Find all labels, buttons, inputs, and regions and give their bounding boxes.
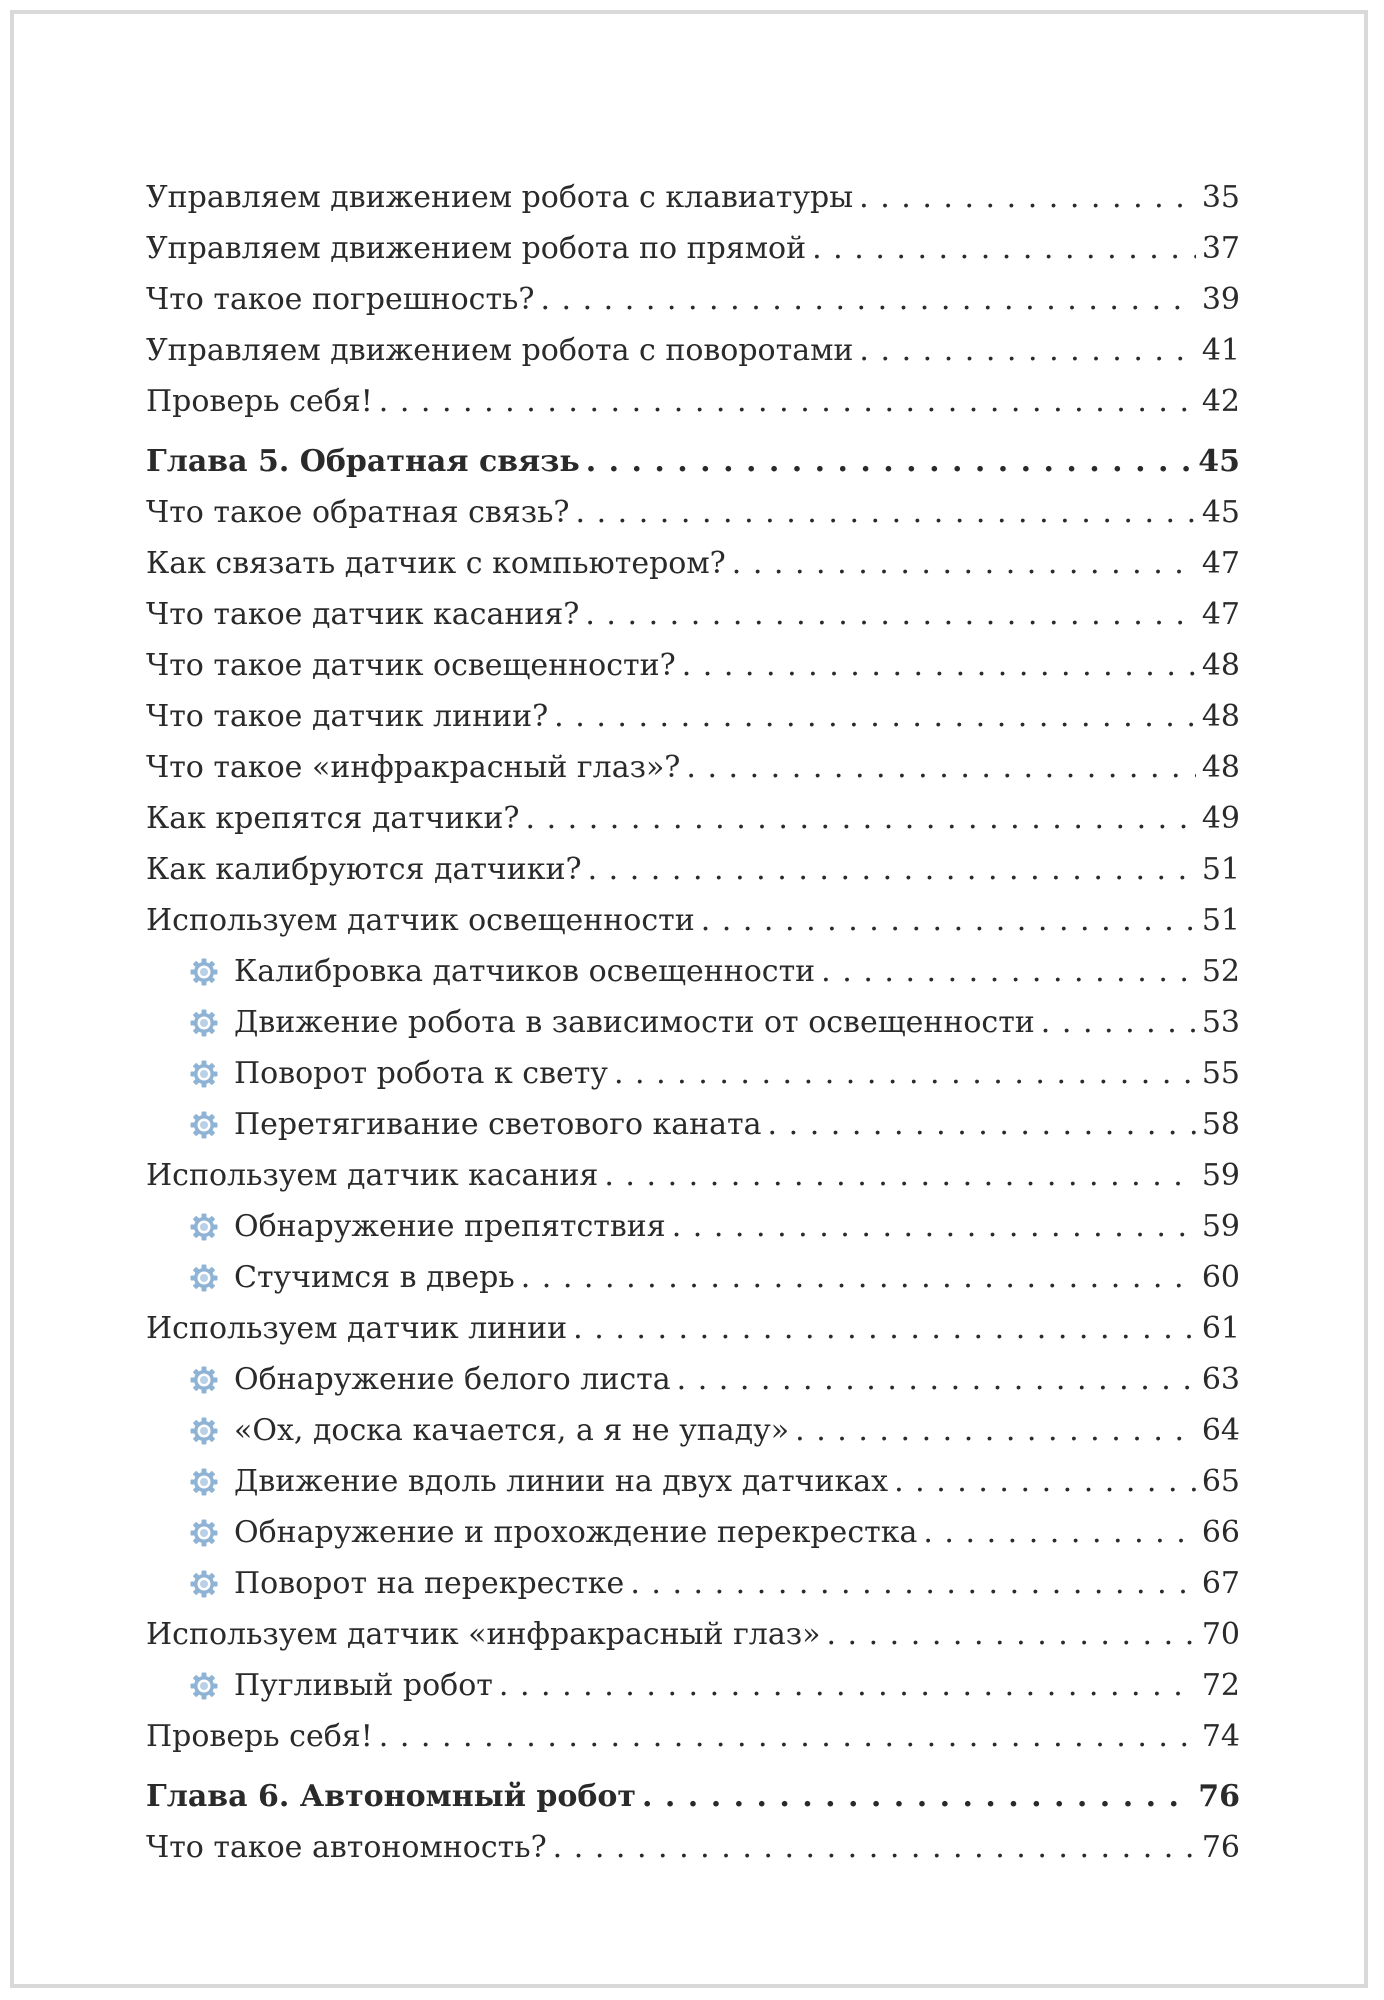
toc-dot-leader bbox=[826, 1609, 1195, 1660]
toc-entry-row bbox=[146, 589, 1240, 640]
toc-title: Что такое датчик линии? bbox=[146, 699, 549, 734]
toc-dot-leader bbox=[379, 376, 1196, 427]
gear-icon bbox=[188, 1415, 220, 1447]
toc-subentry-row bbox=[146, 1252, 1240, 1303]
toc-page-number: 74 bbox=[1201, 1719, 1240, 1754]
toc-dot-leader bbox=[859, 325, 1195, 376]
toc-entry-row bbox=[146, 691, 1240, 742]
toc-subentry-row bbox=[146, 1354, 1240, 1405]
toc-page-number: 45 bbox=[1198, 444, 1240, 479]
toc-title: Проверь себя! bbox=[146, 384, 373, 419]
toc-dot-leader bbox=[642, 1771, 1192, 1822]
toc-dot-leader bbox=[614, 1048, 1196, 1099]
toc-page-number: 60 bbox=[1201, 1260, 1240, 1295]
toc-page-number: 48 bbox=[1201, 699, 1240, 734]
toc-dot-leader bbox=[859, 172, 1196, 223]
toc-page-number: 76 bbox=[1198, 1779, 1240, 1814]
table-of-contents bbox=[146, 172, 1240, 1873]
toc-dot-leader bbox=[576, 487, 1196, 538]
toc-page-number: 72 bbox=[1201, 1668, 1240, 1703]
toc-entry-row bbox=[146, 325, 1240, 376]
toc-dot-leader bbox=[686, 742, 1195, 793]
toc-page-number: 53 bbox=[1201, 1005, 1240, 1040]
toc-page-number: 65 bbox=[1201, 1464, 1240, 1499]
toc-entry-row bbox=[146, 1822, 1240, 1873]
toc-entry-row bbox=[146, 1609, 1240, 1660]
toc-page-number: 37 bbox=[1201, 231, 1240, 266]
toc-entry-row bbox=[146, 538, 1240, 589]
toc-dot-leader bbox=[768, 1099, 1196, 1150]
toc-title: Что такое датчик касания? bbox=[146, 597, 580, 632]
toc-dot-leader bbox=[672, 1201, 1196, 1252]
toc-title: Поворот на перекрестке bbox=[234, 1566, 625, 1601]
toc-dot-leader bbox=[630, 1558, 1196, 1609]
toc-subentry-row bbox=[146, 1099, 1240, 1150]
toc-dot-leader bbox=[732, 538, 1196, 589]
toc-subentry-row bbox=[146, 1048, 1240, 1099]
toc-title: Используем датчик линии bbox=[146, 1311, 568, 1346]
gear-icon bbox=[188, 1211, 220, 1243]
toc-dot-leader bbox=[682, 640, 1196, 691]
toc-page-number: 51 bbox=[1201, 852, 1240, 887]
toc-dot-leader bbox=[521, 1252, 1196, 1303]
toc-title: Обнаружение и прохождение перекрестка bbox=[234, 1515, 918, 1550]
toc-subentry-row bbox=[146, 1558, 1240, 1609]
toc-title: Движение вдоль линии на двух датчиках bbox=[234, 1464, 889, 1499]
toc-page-number: 58 bbox=[1201, 1107, 1240, 1142]
toc-page-number: 67 bbox=[1201, 1566, 1240, 1601]
toc-dot-leader bbox=[894, 1456, 1196, 1507]
toc-dot-leader bbox=[573, 1303, 1196, 1354]
toc-page-number: 48 bbox=[1201, 750, 1240, 785]
toc-title: Что такое датчик освещенности? bbox=[146, 648, 676, 683]
toc-page-number: 59 bbox=[1201, 1158, 1240, 1193]
toc-title: Перетягивание светового каната bbox=[234, 1107, 762, 1142]
toc-entry-row bbox=[146, 1303, 1240, 1354]
toc-entry-row bbox=[146, 742, 1240, 793]
toc-page-number: 59 bbox=[1201, 1209, 1240, 1244]
toc-page-number: 55 bbox=[1201, 1056, 1240, 1091]
toc-entry-row bbox=[146, 844, 1240, 895]
gear-icon bbox=[188, 1007, 220, 1039]
toc-page-number: 35 bbox=[1201, 180, 1240, 215]
toc-title: Управляем движением робота с клавиатуры bbox=[146, 180, 854, 215]
toc-entry-row bbox=[146, 172, 1240, 223]
gear-icon bbox=[188, 956, 220, 988]
toc-page-number: 64 bbox=[1201, 1413, 1240, 1448]
toc-page-number: 45 bbox=[1201, 495, 1240, 530]
toc-title: Что такое «инфракрасный глаз»? bbox=[146, 750, 681, 785]
toc-page-number: 76 bbox=[1201, 1830, 1240, 1865]
gear-icon bbox=[188, 1262, 220, 1294]
toc-title: Обнаружение белого листа bbox=[234, 1362, 671, 1397]
toc-dot-leader bbox=[499, 1660, 1196, 1711]
toc-chapter-row bbox=[146, 1771, 1240, 1822]
gear-icon bbox=[188, 1466, 220, 1498]
toc-title: Что такое автономность? bbox=[146, 1830, 547, 1865]
gear-icon bbox=[188, 1058, 220, 1090]
gear-icon bbox=[188, 1364, 220, 1396]
toc-dot-leader bbox=[812, 223, 1196, 274]
toc-subentry-row bbox=[146, 1405, 1240, 1456]
toc-entry-row bbox=[146, 274, 1240, 325]
toc-subentry-row bbox=[146, 1507, 1240, 1558]
toc-entry-row bbox=[146, 487, 1240, 538]
toc-page-number: 66 bbox=[1201, 1515, 1240, 1550]
toc-dot-leader bbox=[604, 1150, 1195, 1201]
toc-dot-leader bbox=[1041, 997, 1196, 1048]
toc-subentry-row bbox=[146, 1660, 1240, 1711]
toc-dot-leader bbox=[795, 1405, 1196, 1456]
toc-title: Управляем движением робота с поворотами bbox=[146, 333, 854, 368]
toc-title: Проверь себя! bbox=[146, 1719, 373, 1754]
toc-title: Что такое обратная связь? bbox=[146, 495, 570, 530]
toc-page-number: 51 bbox=[1201, 903, 1240, 938]
toc-page-number: 48 bbox=[1201, 648, 1240, 683]
toc-entry-row bbox=[146, 1711, 1240, 1762]
toc-subentry-row bbox=[146, 946, 1240, 997]
toc-page-number: 47 bbox=[1201, 597, 1240, 632]
toc-page-number: 52 bbox=[1201, 954, 1240, 989]
gear-icon bbox=[188, 1517, 220, 1549]
toc-page-number: 41 bbox=[1201, 333, 1240, 368]
toc-dot-leader bbox=[553, 1822, 1196, 1873]
toc-dot-leader bbox=[821, 946, 1196, 997]
toc-title: Калибровка датчиков освещенности bbox=[234, 954, 816, 989]
gear-icon bbox=[188, 1670, 220, 1702]
toc-page-number: 63 bbox=[1201, 1362, 1240, 1397]
toc-dot-leader bbox=[554, 691, 1196, 742]
toc-page-number: 61 bbox=[1201, 1311, 1240, 1346]
toc-dot-leader bbox=[923, 1507, 1195, 1558]
toc-title: Пугливый робот bbox=[234, 1668, 493, 1703]
gear-icon bbox=[188, 1568, 220, 1600]
toc-dot-leader bbox=[677, 1354, 1196, 1405]
toc-entry-row bbox=[146, 376, 1240, 427]
toc-title: Обнаружение препятствия bbox=[234, 1209, 666, 1244]
toc-chapter-row bbox=[146, 436, 1240, 487]
toc-title: Используем датчик «инфракрасный глаз» bbox=[146, 1617, 821, 1652]
gear-icon bbox=[188, 1109, 220, 1141]
toc-dot-leader bbox=[540, 274, 1195, 325]
toc-page-number: 49 bbox=[1201, 801, 1240, 836]
toc-entry-row bbox=[146, 640, 1240, 691]
toc-title: «Ох, доска качается, а я не упаду» bbox=[234, 1413, 790, 1448]
toc-page-number: 42 bbox=[1201, 384, 1240, 419]
toc-dot-leader bbox=[586, 436, 1193, 487]
toc-dot-leader bbox=[585, 589, 1195, 640]
toc-page-number: 39 bbox=[1201, 282, 1240, 317]
toc-dot-leader bbox=[379, 1711, 1196, 1762]
toc-title: Глава 5. Обратная связь bbox=[146, 444, 580, 479]
toc-title: Что такое погрешность? bbox=[146, 282, 535, 317]
toc-subentry-row bbox=[146, 1456, 1240, 1507]
toc-title: Используем датчик освещенности bbox=[146, 903, 695, 938]
toc-title: Движение робота в зависимости от освещенности bbox=[234, 1005, 1035, 1040]
toc-title: Как крепятся датчики? bbox=[146, 801, 520, 836]
toc-page-number: 47 bbox=[1201, 546, 1240, 581]
toc-title: Управляем движением робота по прямой bbox=[146, 231, 807, 266]
toc-dot-leader bbox=[526, 793, 1196, 844]
toc-dot-leader bbox=[701, 895, 1196, 946]
toc-page-number: 70 bbox=[1201, 1617, 1240, 1652]
toc-title: Как калибруются датчики? bbox=[146, 852, 582, 887]
toc-subentry-row bbox=[146, 1201, 1240, 1252]
toc-entry-row bbox=[146, 793, 1240, 844]
toc-title: Используем датчик касания bbox=[146, 1158, 599, 1193]
toc-title: Как связать датчик с компьютером? bbox=[146, 546, 726, 581]
toc-title: Стучимся в дверь bbox=[234, 1260, 515, 1295]
toc-subentry-row bbox=[146, 997, 1240, 1048]
toc-entry-row bbox=[146, 223, 1240, 274]
toc-title: Поворот робота к свету bbox=[234, 1056, 608, 1091]
toc-title: Глава 6. Автономный робот bbox=[146, 1779, 637, 1814]
toc-entry-row bbox=[146, 1150, 1240, 1201]
toc-entry-row bbox=[146, 895, 1240, 946]
toc-dot-leader bbox=[588, 844, 1196, 895]
